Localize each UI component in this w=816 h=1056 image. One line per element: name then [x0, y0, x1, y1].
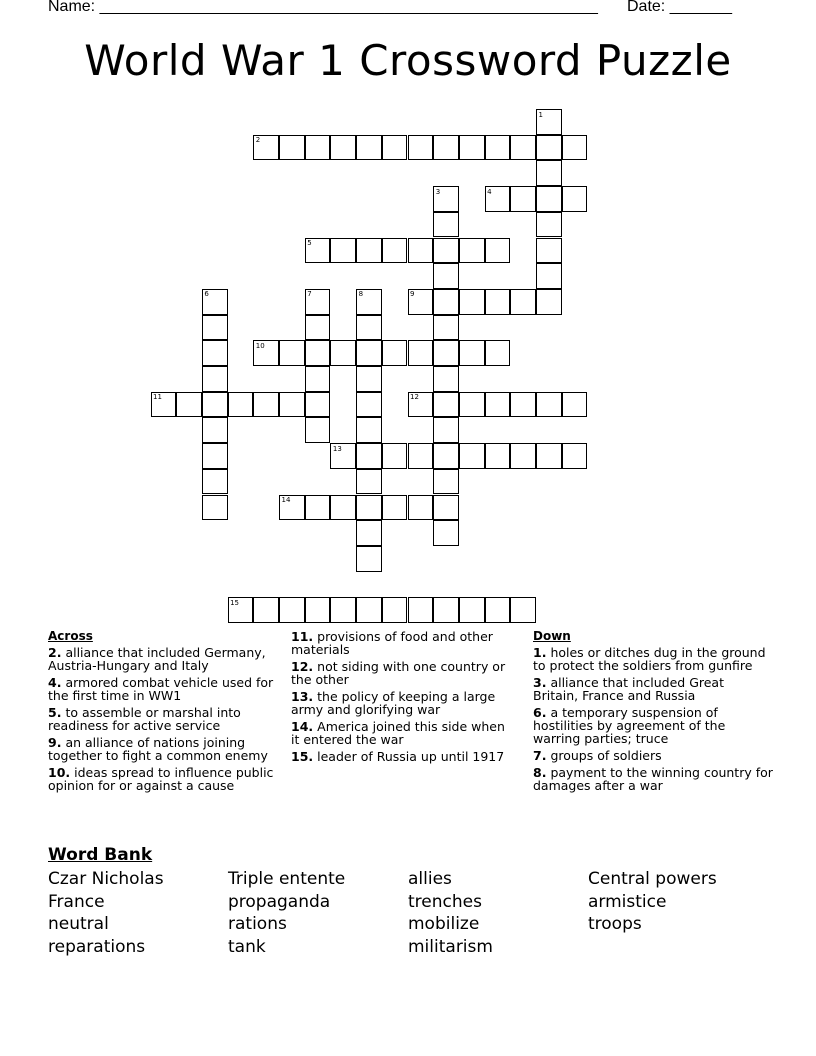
crossword-cell[interactable]: [330, 135, 356, 161]
crossword-cell[interactable]: [510, 443, 536, 469]
crossword-cell[interactable]: [485, 392, 511, 418]
word-bank-item: propaganda: [228, 891, 331, 912]
across-clue: 4. armored combat vehicle used for the first time in WW1: [48, 675, 274, 703]
crossword-cell[interactable]: [356, 495, 382, 521]
crossword-cell[interactable]: [485, 135, 511, 161]
crossword-cell[interactable]: [408, 597, 434, 623]
crossword-cell[interactable]: [562, 135, 588, 161]
across-clue: 2. alliance that included Germany, Austria-Hungary and Italy: [48, 645, 266, 673]
crossword-cell[interactable]: [356, 546, 382, 572]
word-bank-item: militarism: [408, 936, 493, 957]
crossword-cell[interactable]: [279, 392, 305, 418]
crossword-cell[interactable]: [228, 392, 254, 418]
word-bank-column: [408, 868, 493, 958]
crossword-cell[interactable]: [485, 597, 511, 623]
crossword-cell[interactable]: [510, 135, 536, 161]
crossword-cell[interactable]: [305, 238, 331, 264]
crossword-cell[interactable]: [408, 340, 434, 366]
clue-number-label: 3: [435, 187, 441, 196]
across-clue: 5. to assemble or marshal into readiness for active service: [48, 705, 241, 733]
word-bank-item: Czar Nicholas: [48, 869, 164, 889]
crossword-cell[interactable]: [433, 263, 459, 289]
crossword-cell[interactable]: [330, 495, 356, 521]
crossword-cell[interactable]: [536, 392, 562, 418]
crossword-cell[interactable]: [330, 340, 356, 366]
across-clue: 14. America joined this side when it entered the war: [291, 719, 505, 747]
across-clue: 12. not siding with one country or the other: [291, 659, 506, 687]
clue-number-label: 10: [255, 341, 265, 350]
crossword-cell[interactable]: [305, 289, 331, 315]
clue-number-label: 9: [410, 290, 415, 299]
crossword-cell[interactable]: [536, 289, 562, 315]
crossword-cell[interactable]: [510, 289, 536, 315]
crossword-cell[interactable]: [356, 520, 382, 546]
crossword-cell[interactable]: [202, 495, 228, 521]
crossword-cell[interactable]: [536, 135, 562, 161]
crossword-cell[interactable]: [433, 135, 459, 161]
clue-number-label: 5: [307, 239, 312, 247]
crossword-cell[interactable]: [202, 340, 228, 366]
word-bank-item: tank: [228, 936, 266, 957]
crossword-cell[interactable]: [253, 392, 279, 418]
crossword-cell[interactable]: [485, 340, 511, 366]
crossword-cell[interactable]: [202, 392, 228, 418]
clue-number-label: 6: [204, 290, 209, 299]
word-bank-column: [588, 868, 717, 936]
crossword-cell[interactable]: [356, 340, 382, 366]
crossword-cell[interactable]: [202, 289, 228, 315]
clue-number-label: 11: [153, 393, 162, 402]
crossword-cell[interactable]: [485, 443, 511, 469]
crossword-cell[interactable]: [305, 366, 331, 392]
word-bank-heading: Word Bank: [48, 845, 153, 865]
crossword-cell[interactable]: [253, 597, 279, 623]
down-clue: 3. alliance that included Great Britain, France and Russia: [533, 675, 724, 703]
crossword-cell[interactable]: [382, 597, 408, 623]
crossword-cell[interactable]: [433, 366, 459, 392]
crossword-cell[interactable]: [408, 289, 434, 315]
crossword-cell[interactable]: [408, 238, 434, 264]
crossword-cell[interactable]: [253, 340, 279, 366]
down-heading: Down: [533, 629, 571, 643]
word-bank-item: armistice: [588, 891, 667, 912]
across-clue: 10. ideas spread to influence public opinion for or against a cause: [48, 765, 274, 793]
crossword-cell[interactable]: [408, 135, 434, 161]
crossword-cell[interactable]: [459, 135, 485, 161]
crossword-cell[interactable]: [433, 417, 459, 443]
crossword-cell[interactable]: [305, 495, 331, 521]
down-clues: [533, 630, 773, 796]
crossword-cell[interactable]: [485, 186, 511, 212]
across-clue: 11. provisions of food and other materials: [291, 629, 493, 657]
name-field-label: Name: ________________________________________________________: [48, 0, 598, 15]
clue-number-label: 2: [255, 136, 261, 145]
crossword-cell[interactable]: [356, 597, 382, 623]
crossword-cell[interactable]: [151, 392, 177, 418]
crossword-cell[interactable]: [485, 238, 511, 264]
crossword-cell[interactable]: [382, 495, 408, 521]
crossword-cell[interactable]: [433, 289, 459, 315]
word-bank-item: rations: [228, 914, 287, 934]
crossword-cell[interactable]: [228, 597, 254, 623]
crossword-cell[interactable]: [382, 340, 408, 366]
crossword-cell[interactable]: [510, 597, 536, 623]
word-bank-item: neutral: [48, 914, 109, 934]
across-clues-col-1: [48, 630, 284, 796]
crossword-cell[interactable]: [536, 186, 562, 212]
crossword-cell[interactable]: [536, 212, 562, 238]
word-bank-item: reparations: [48, 936, 146, 957]
crossword-cell[interactable]: [510, 186, 536, 212]
crossword-cell[interactable]: [382, 238, 408, 264]
crossword-cell[interactable]: [536, 109, 562, 135]
crossword-cell[interactable]: [202, 366, 228, 392]
crossword-cell[interactable]: [433, 212, 459, 238]
word-bank-column: [228, 868, 345, 958]
crossword-cell[interactable]: [356, 135, 382, 161]
down-clue: 8. payment to the winning country for damages after a war: [533, 765, 773, 793]
down-clue: 1. holes or ditches dug in the ground to protect the soldiers from gunfire: [533, 645, 766, 673]
crossword-cell[interactable]: [330, 238, 356, 264]
clue-number-label: 8: [358, 290, 364, 299]
crossword-cell[interactable]: [536, 238, 562, 264]
down-clue: 7. groups of soldiers: [533, 748, 662, 763]
crossword-cell[interactable]: [408, 495, 434, 521]
crossword-cell[interactable]: [305, 340, 331, 366]
crossword-cell[interactable]: [279, 597, 305, 623]
down-clue: 6. a temporary suspension of hostilities by agreement of the warring parties; truce: [533, 705, 726, 746]
clue-number-label: 15: [230, 598, 240, 607]
crossword-cell[interactable]: [536, 263, 562, 289]
word-bank-item: mobilize: [408, 914, 480, 934]
crossword-cell[interactable]: [356, 417, 382, 443]
crossword-cell[interactable]: [433, 238, 459, 264]
date-field-label: Date: _______: [627, 0, 732, 15]
crossword-cell[interactable]: [459, 238, 485, 264]
crossword-cell[interactable]: [433, 520, 459, 546]
crossword-cell[interactable]: [202, 417, 228, 443]
across-heading: Across: [48, 629, 93, 643]
crossword-cell[interactable]: [562, 186, 588, 212]
word-bank-item: allies: [408, 869, 452, 889]
across-clues-col-2: [291, 630, 517, 767]
crossword-cell[interactable]: [433, 597, 459, 623]
crossword-cell[interactable]: [433, 443, 459, 469]
word-bank-item: Triple entente: [228, 869, 346, 889]
crossword-cell[interactable]: [305, 315, 331, 341]
crossword-cell[interactable]: [485, 289, 511, 315]
crossword-cell[interactable]: [562, 392, 588, 418]
clue-number-label: 13: [332, 444, 342, 453]
across-clue: 9. an alliance of nations joining together to fight a common enemy: [48, 735, 268, 763]
crossword-cell[interactable]: [433, 469, 459, 495]
crossword-cell[interactable]: [408, 443, 434, 469]
crossword-cell[interactable]: [459, 597, 485, 623]
crossword-cell[interactable]: [459, 289, 485, 315]
clue-number-label: 1: [538, 110, 543, 119]
clue-number-label: 7: [307, 290, 312, 299]
crossword-cell[interactable]: [356, 289, 382, 315]
clue-number-label: 4: [487, 187, 492, 196]
crossword-cell[interactable]: [279, 135, 305, 161]
crossword-cell[interactable]: [253, 135, 279, 161]
crossword-cell[interactable]: [510, 392, 536, 418]
crossword-cell[interactable]: [356, 366, 382, 392]
crossword-cell[interactable]: [202, 443, 228, 469]
crossword-cell[interactable]: [356, 315, 382, 341]
crossword-cell[interactable]: [536, 160, 562, 186]
crossword-cell[interactable]: [536, 443, 562, 469]
crossword-cell[interactable]: [459, 340, 485, 366]
crossword-cell[interactable]: [459, 392, 485, 418]
crossword-cell[interactable]: [433, 315, 459, 341]
page-title: World War 1 Crossword Puzzle: [84, 36, 732, 85]
crossword-cell[interactable]: [408, 392, 434, 418]
crossword-cell[interactable]: [330, 597, 356, 623]
clue-number-label: 14: [281, 496, 291, 504]
word-bank-item: trenches: [408, 891, 482, 912]
crossword-cell[interactable]: [459, 443, 485, 469]
crossword-cell[interactable]: [330, 443, 356, 469]
crossword-cell[interactable]: [176, 392, 202, 418]
crossword-cell[interactable]: [202, 315, 228, 341]
crossword-cell[interactable]: [356, 392, 382, 418]
crossword-cell[interactable]: [562, 443, 588, 469]
crossword-cell[interactable]: [382, 135, 408, 161]
crossword-cell[interactable]: [433, 340, 459, 366]
crossword-cell[interactable]: [356, 238, 382, 264]
crossword-cell[interactable]: [356, 443, 382, 469]
word-bank-item: Central powers: [588, 869, 717, 889]
crossword-cell[interactable]: [356, 469, 382, 495]
crossword-cell[interactable]: [433, 392, 459, 418]
word-bank-item: France: [48, 891, 105, 912]
crossword-cell[interactable]: [279, 340, 305, 366]
crossword-cell[interactable]: [305, 135, 331, 161]
crossword-cell[interactable]: [305, 597, 331, 623]
crossword-cell[interactable]: [382, 443, 408, 469]
crossword-cell[interactable]: [433, 495, 459, 521]
word-bank-item: troops: [588, 914, 642, 934]
across-clue: 13. the policy of keeping a large army and glorifying war: [291, 689, 496, 717]
across-clue: 15. leader of Russia up until 1917: [291, 749, 505, 764]
word-bank-column: [48, 868, 164, 958]
crossword-cell[interactable]: [433, 186, 459, 212]
crossword-cell[interactable]: [279, 495, 305, 521]
crossword-cell[interactable]: [202, 469, 228, 495]
crossword-cell[interactable]: [305, 417, 331, 443]
clue-number-label: 12: [410, 393, 419, 402]
crossword-cell[interactable]: [305, 392, 331, 418]
